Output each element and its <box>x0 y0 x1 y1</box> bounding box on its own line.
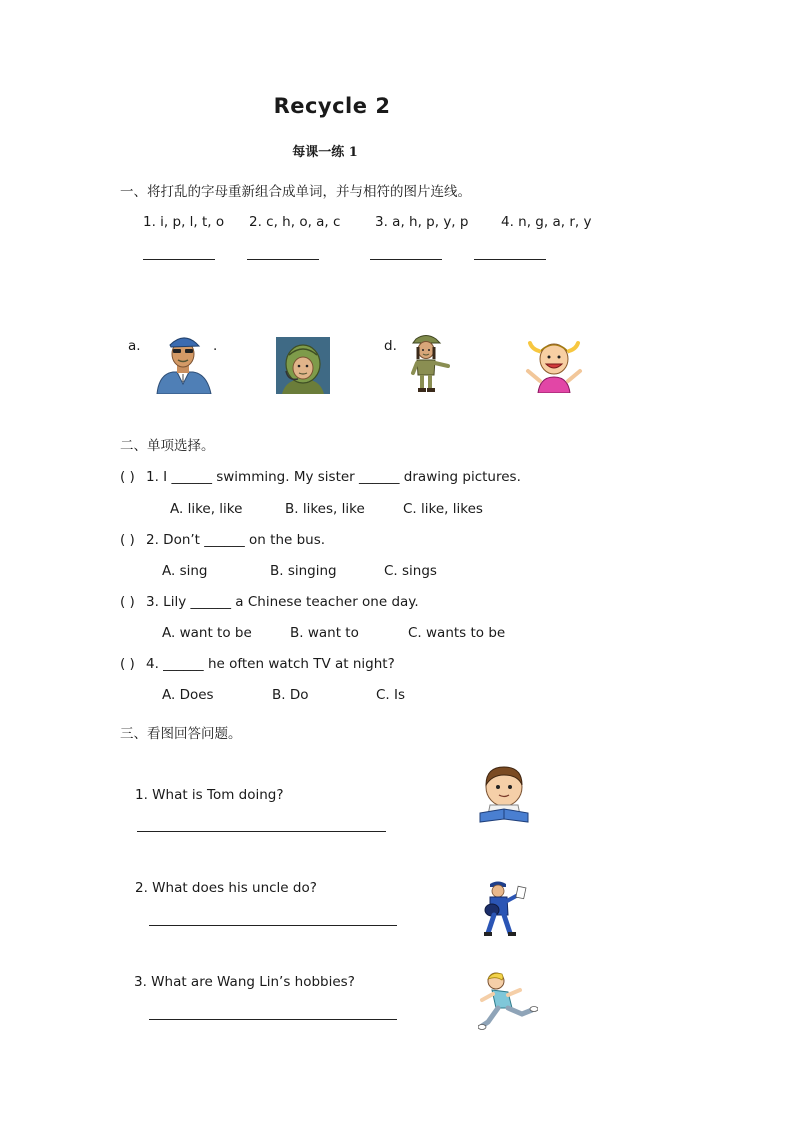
page-title: Recycle 2 <box>273 94 391 118</box>
question-3-option-c[interactable]: C. wants to be <box>408 625 506 641</box>
question-4-option-a[interactable]: A. Does <box>162 687 214 703</box>
question-1-option-a[interactable]: A. like, like <box>170 501 243 517</box>
picture-label-d: d. <box>384 338 397 354</box>
pilot-picture <box>276 337 330 394</box>
coach-man-picture <box>153 330 213 394</box>
question-4-option-b[interactable]: B. Do <box>272 687 309 703</box>
question-4-stem: 4. ______ he often watch TV at night? <box>146 656 395 672</box>
running-boy-picture <box>478 970 538 1032</box>
question-2-option-c[interactable]: C. sings <box>384 563 437 579</box>
question-1-stem: 1. I ______ swimming. My sister ______ drawing pictures. <box>146 469 521 485</box>
picture-question-3: 3. What are Wang Lin’s hobbies? <box>134 974 355 990</box>
question-4-bracket[interactable]: ( ) <box>120 656 135 672</box>
section2-heading: 二、单项选择。 <box>120 438 215 454</box>
picture-question-1: 1. What is Tom doing? <box>135 787 284 803</box>
scramble-item-1: 1. i, p, l, t, o <box>143 214 225 230</box>
question-3-option-a[interactable]: A. want to be <box>162 625 252 641</box>
question-2-bracket[interactable]: ( ) <box>120 532 135 548</box>
picture-answer-blank-2[interactable] <box>149 925 397 926</box>
soldier-girl-picture <box>406 333 450 393</box>
boy-reading-picture <box>478 765 530 823</box>
question-3-bracket[interactable]: ( ) <box>120 594 135 610</box>
picture-answer-blank-1[interactable] <box>137 831 386 832</box>
question-1-option-b[interactable]: B. likes, like <box>285 501 365 517</box>
page-subtitle: 每课一练 1 <box>292 145 358 160</box>
question-4-option-c[interactable]: C. Is <box>376 687 406 703</box>
answer-blank-1[interactable] <box>143 259 215 260</box>
question-2-stem: 2. Don’t ______ on the bus. <box>146 532 326 548</box>
scramble-item-2: 2. c, h, o, a, c <box>249 214 341 230</box>
section3-heading: 三、看图回答问题。 <box>120 726 242 742</box>
picture-label-a: a. <box>128 338 141 354</box>
picture-answer-blank-3[interactable] <box>149 1019 397 1020</box>
answer-blank-3[interactable] <box>370 259 442 260</box>
postman-picture <box>480 879 528 937</box>
answer-blank-2[interactable] <box>247 259 319 260</box>
question-2-option-b[interactable]: B. singing <box>270 563 337 579</box>
section1-heading: 一、将打乱的字母重新组合成单词，并与相符的图片连线。 <box>120 184 471 200</box>
question-2-option-a[interactable]: A. sing <box>162 563 208 579</box>
question-3-stem: 3. Lily ______ a Chinese teacher one day. <box>146 594 419 610</box>
question-1-bracket[interactable]: ( ) <box>120 469 135 485</box>
happy-girl-picture <box>524 333 584 393</box>
picture-label-b: . <box>213 338 218 354</box>
scramble-item-4: 4. n, g, a, r, y <box>501 214 592 230</box>
answer-blank-4[interactable] <box>474 259 546 260</box>
question-1-option-c[interactable]: C. like, likes <box>403 501 483 517</box>
scramble-item-3: 3. a, h, p, y, p <box>375 214 469 230</box>
picture-question-2: 2. What does his uncle do? <box>135 880 317 896</box>
question-3-option-b[interactable]: B. want to <box>290 625 359 641</box>
